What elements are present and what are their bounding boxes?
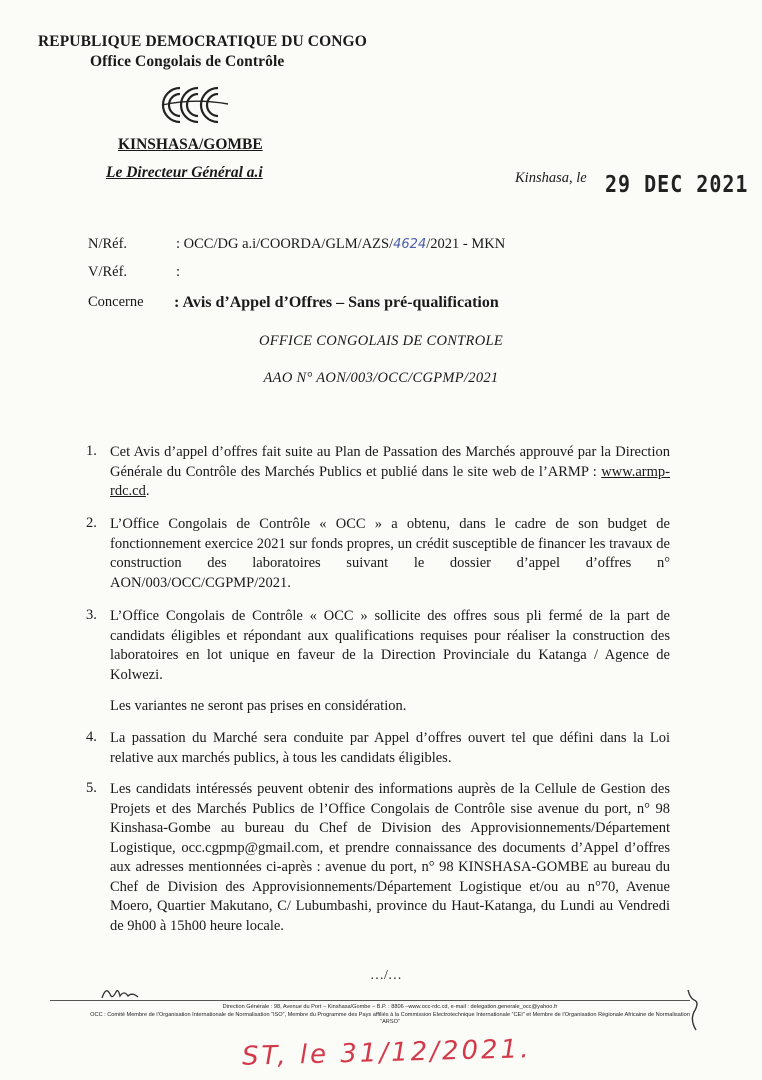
page-continuation: …/… bbox=[370, 968, 402, 983]
paragraph-4: La passation du Marché sera conduite par Appel d’offres ouvert tel que défini dans la Loi relative aux marchés publics, à tous les candidats éligibles. bbox=[110, 730, 670, 766]
nref-value bbox=[176, 236, 505, 253]
margin-signature-icon bbox=[684, 986, 704, 1034]
footer-divider bbox=[50, 1000, 690, 1001]
paragraph-1-tail: . bbox=[145, 483, 150, 499]
nref-handwritten-number: 4624 bbox=[393, 237, 427, 252]
armp-link[interactable]: www.armp-rdc.cd bbox=[110, 463, 670, 499]
initials-signature-icon bbox=[98, 984, 142, 1004]
paragraph-5: Les candidats intéressés peuvent obtenir des informations auprès de la Cellule de Gestion des Projets et des Marchés Publics de l’Office Congolais de Contrôle sise avenue du port, n° 98 Kinshasa-Gombe au bureau du Chef de Division des Approvisionnements/Département Logistique, occ.cgpmp@gmail.com, et prendre connaissance des documents d’Appel d’offres aux adresses mentionnées ci-après : avenue du port, n° 98 KINSHASA-GOMBE au bureau du Chef de Division des Approvisionnements/Département Logistique et/ou au n°70, Avenue Moero, Quartier Makutano, C/ Lubumbashi, province du Haut-Katanga, du Lundi au Vendredi de 9h00 à 15h00 heure locale. bbox=[110, 781, 670, 934]
location-heading: KINSHASA/GOMBE bbox=[118, 136, 263, 153]
office-title: OFFICE CONGOLAIS DE CONTROLE bbox=[258, 333, 504, 349]
nref-prefix: : OCC/DG a.i/COORDA/GLM/AZS/ bbox=[176, 236, 394, 252]
paragraph-5-number: 5. bbox=[86, 780, 97, 796]
aao-number: AAO N° AON/003/OCC/CGPMP/2021 bbox=[263, 370, 499, 386]
paragraph-3-number: 3. bbox=[86, 607, 97, 623]
footer-membership: OCC : Comité Membre de l’Organisation Internationale de Normalisation “ISO”, Membre du Programme des Pays affiliés à la Commission Electrotechnique Internationale “CEI” et Membre de l’Organisation Régionale Africaine de Normalisation “ARSO” bbox=[90, 1012, 690, 1025]
concerne-label: Concerne bbox=[88, 294, 144, 310]
paragraph-2-number: 2. bbox=[86, 515, 97, 531]
nref-label: N/Réf. bbox=[88, 236, 128, 252]
director-title: Le Directeur Général a.i bbox=[106, 164, 263, 181]
republic-heading: REPUBLIQUE DEMOCRATIQUE DU CONGO bbox=[38, 33, 367, 50]
concerne-value: : Avis d’Appel d’Offres – Sans pré-qualification bbox=[174, 294, 499, 311]
office-heading: Office Congolais de Contrôle bbox=[90, 53, 285, 70]
paragraph-3-note: Les variantes ne seront pas prises en considération. bbox=[110, 698, 407, 714]
paragraph-2: L’Office Congolais de Contrôle « OCC » a obtenu, dans le cadre de son budget de fonctionnement exercice 2021 sur fonds propres, un crédit susceptible de financer les travaux de construction des laboratoires suivant le dossier d’appel d’offres n° AON/003/OCC/CGPMP/2021. bbox=[110, 516, 670, 591]
vref-label: V/Réf. bbox=[88, 264, 128, 280]
occ-logo bbox=[158, 80, 230, 130]
paragraph-1-text: Cet Avis d’appel d’offres fait suite au Plan de Passation des Marchés approuvé par la Direction Générale du Contrôle des Marchés Publics et publié dans le site web de l’ARMP : bbox=[110, 444, 670, 480]
paragraph-3: L’Office Congolais de Contrôle « OCC » sollicite des offres sous pli fermé de la part de candidats éligibles et répondant aux qualifications requises pour réaliser la construction des laboratoires en lot unique en faveur de la Direction Provinciale du Katanga / Agence de Kolwezi. bbox=[110, 608, 670, 683]
paragraph-1-number: 1. bbox=[86, 443, 97, 459]
footer-address: Direction Générale : 98, Avenue du Port – Kinshasa/Gombe – B.P. : 8806 –www.occ-rdc.cd, e-mail : delegation.generale_occ@yahoo.fr bbox=[222, 1004, 558, 1010]
paragraph-1 bbox=[110, 443, 670, 502]
handwritten-note: ST, le 31/12/2021. bbox=[241, 1034, 532, 1072]
nref-suffix: /2021 - MKN bbox=[426, 236, 506, 252]
date-city-label: Kinshasa, le bbox=[515, 170, 587, 186]
vref-value: : bbox=[176, 264, 181, 280]
date-stamp: 29 DEC 2021 bbox=[605, 170, 749, 198]
paragraph-4-number: 4. bbox=[86, 729, 97, 745]
